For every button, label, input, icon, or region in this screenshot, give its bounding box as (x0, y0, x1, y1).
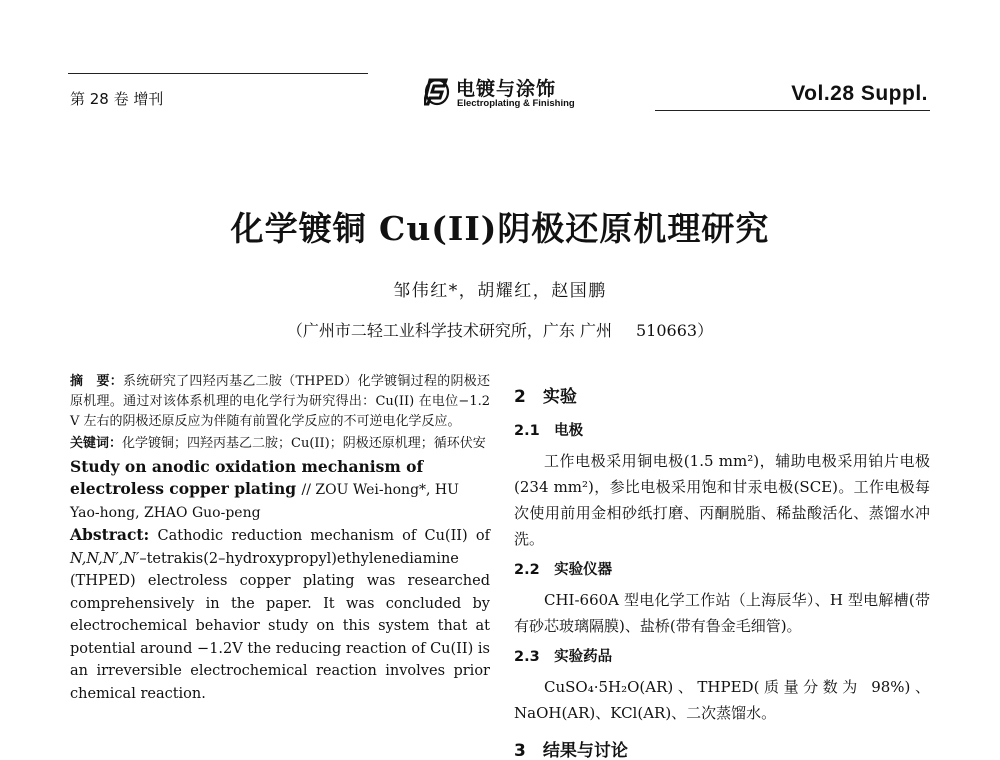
journal-volume-en: Vol.28 Suppl. (791, 82, 928, 105)
section-2-3-heading: 2.3 实验药品 (514, 649, 613, 665)
section-2-1-heading: 2.1 电极 (514, 423, 584, 439)
abstract-cn-label: 摘 要： (70, 374, 124, 389)
journal-volume: 第 28 卷 增刊 (70, 90, 164, 108)
english-authors: // ZOU Wei-hong*, HU Yao-hong, ZHAO Guo-peng (70, 482, 459, 521)
paper-title: 化学镀铜 Cu(II)阴极还原机理研究 (230, 209, 770, 248)
english-abstract-text-2: –tetrakis(2–hydroxypropyl)ethylenediamine (THPED) electroless copper plating was researched comprehensively in the paper. It was concluded by electrochemical behavior study on this system that at potential around −1.2V the reducing reaction of Cu(II) is an irreversible electrochemical reaction involves prior chemical reaction. (70, 550, 490, 702)
section-2-heading: 2 实验 (514, 387, 577, 407)
english-abstract (70, 524, 490, 705)
keywords-cn-label: 关键词： (70, 436, 123, 451)
section-2-2-text: CHI-660A 型电化学工作站（上海辰华）、H 型电解槽(带有砂芯玻璃隔膜)、盐桥(带有鲁金毛细管)。 (514, 591, 930, 635)
section-2-3-text: CuSO₄·5H₂O(AR)、THPED(质量分数为 98%)、NaOH(AR)、KCl(AR)、二次蒸馏水。 (514, 678, 930, 722)
english-title-block (70, 456, 490, 524)
affiliation-zip: 510663） (636, 321, 714, 340)
english-abstract-text-1: Cathodic reduction mechanism of Cu(II) of (157, 528, 490, 544)
keywords-cn (70, 434, 490, 454)
journal-logo-icon (424, 77, 450, 107)
affiliation-text: （广州市二轻工业科学技术研究所，广东 广州 (286, 321, 612, 340)
affiliation (0, 318, 1000, 341)
journal-name-en: Electroplating & Finishing (457, 98, 575, 109)
left-column (70, 372, 490, 705)
header-right-rule (655, 110, 930, 111)
section-2-1-text: 工作电极采用铜电极(1.5 mm²)，辅助电极采用铂片电极(234 mm²)，参比电极采用饱和甘汞电极(SCE)。工作电极每次使用前用金相砂纸打磨、丙酮脱脂、稀盐酸活化、蒸馏水冲洗。 (514, 452, 930, 548)
english-title: Study on anodic oxidation mechanism of electroless copper plating (70, 457, 424, 498)
keywords-cn-text: 化学镀铜；四羟丙基乙二胺；Cu(II)；阴极还原机理；循环伏安 (122, 436, 486, 451)
section-2-2-heading: 2.2 实验仪器 (514, 562, 613, 578)
journal-logo (424, 73, 594, 113)
right-column (514, 378, 930, 760)
journal-name-cn: 电镀与涂饰 (456, 78, 557, 100)
abstract-cn-text: 系统研究了四羟丙基乙二胺（THPED）化学镀铜过程的阴极还原机理。通过对该体系机理的电化学行为研究得出：Cu(II) 在电位−1.2 V 左右的阴极还原反应为伴随有前置化学反应的不可逆电化学反应。 (70, 374, 490, 429)
section-3-heading: 3 结果与讨论 (514, 741, 628, 760)
english-abstract-label: Abstract: (70, 525, 150, 544)
paper-authors: 邹伟红*，胡耀红，赵国鹏 (393, 281, 607, 301)
english-abstract-chem: N,N,N′,N′ (70, 550, 140, 567)
abstract-cn (70, 372, 490, 432)
header-left-rule (68, 73, 368, 74)
